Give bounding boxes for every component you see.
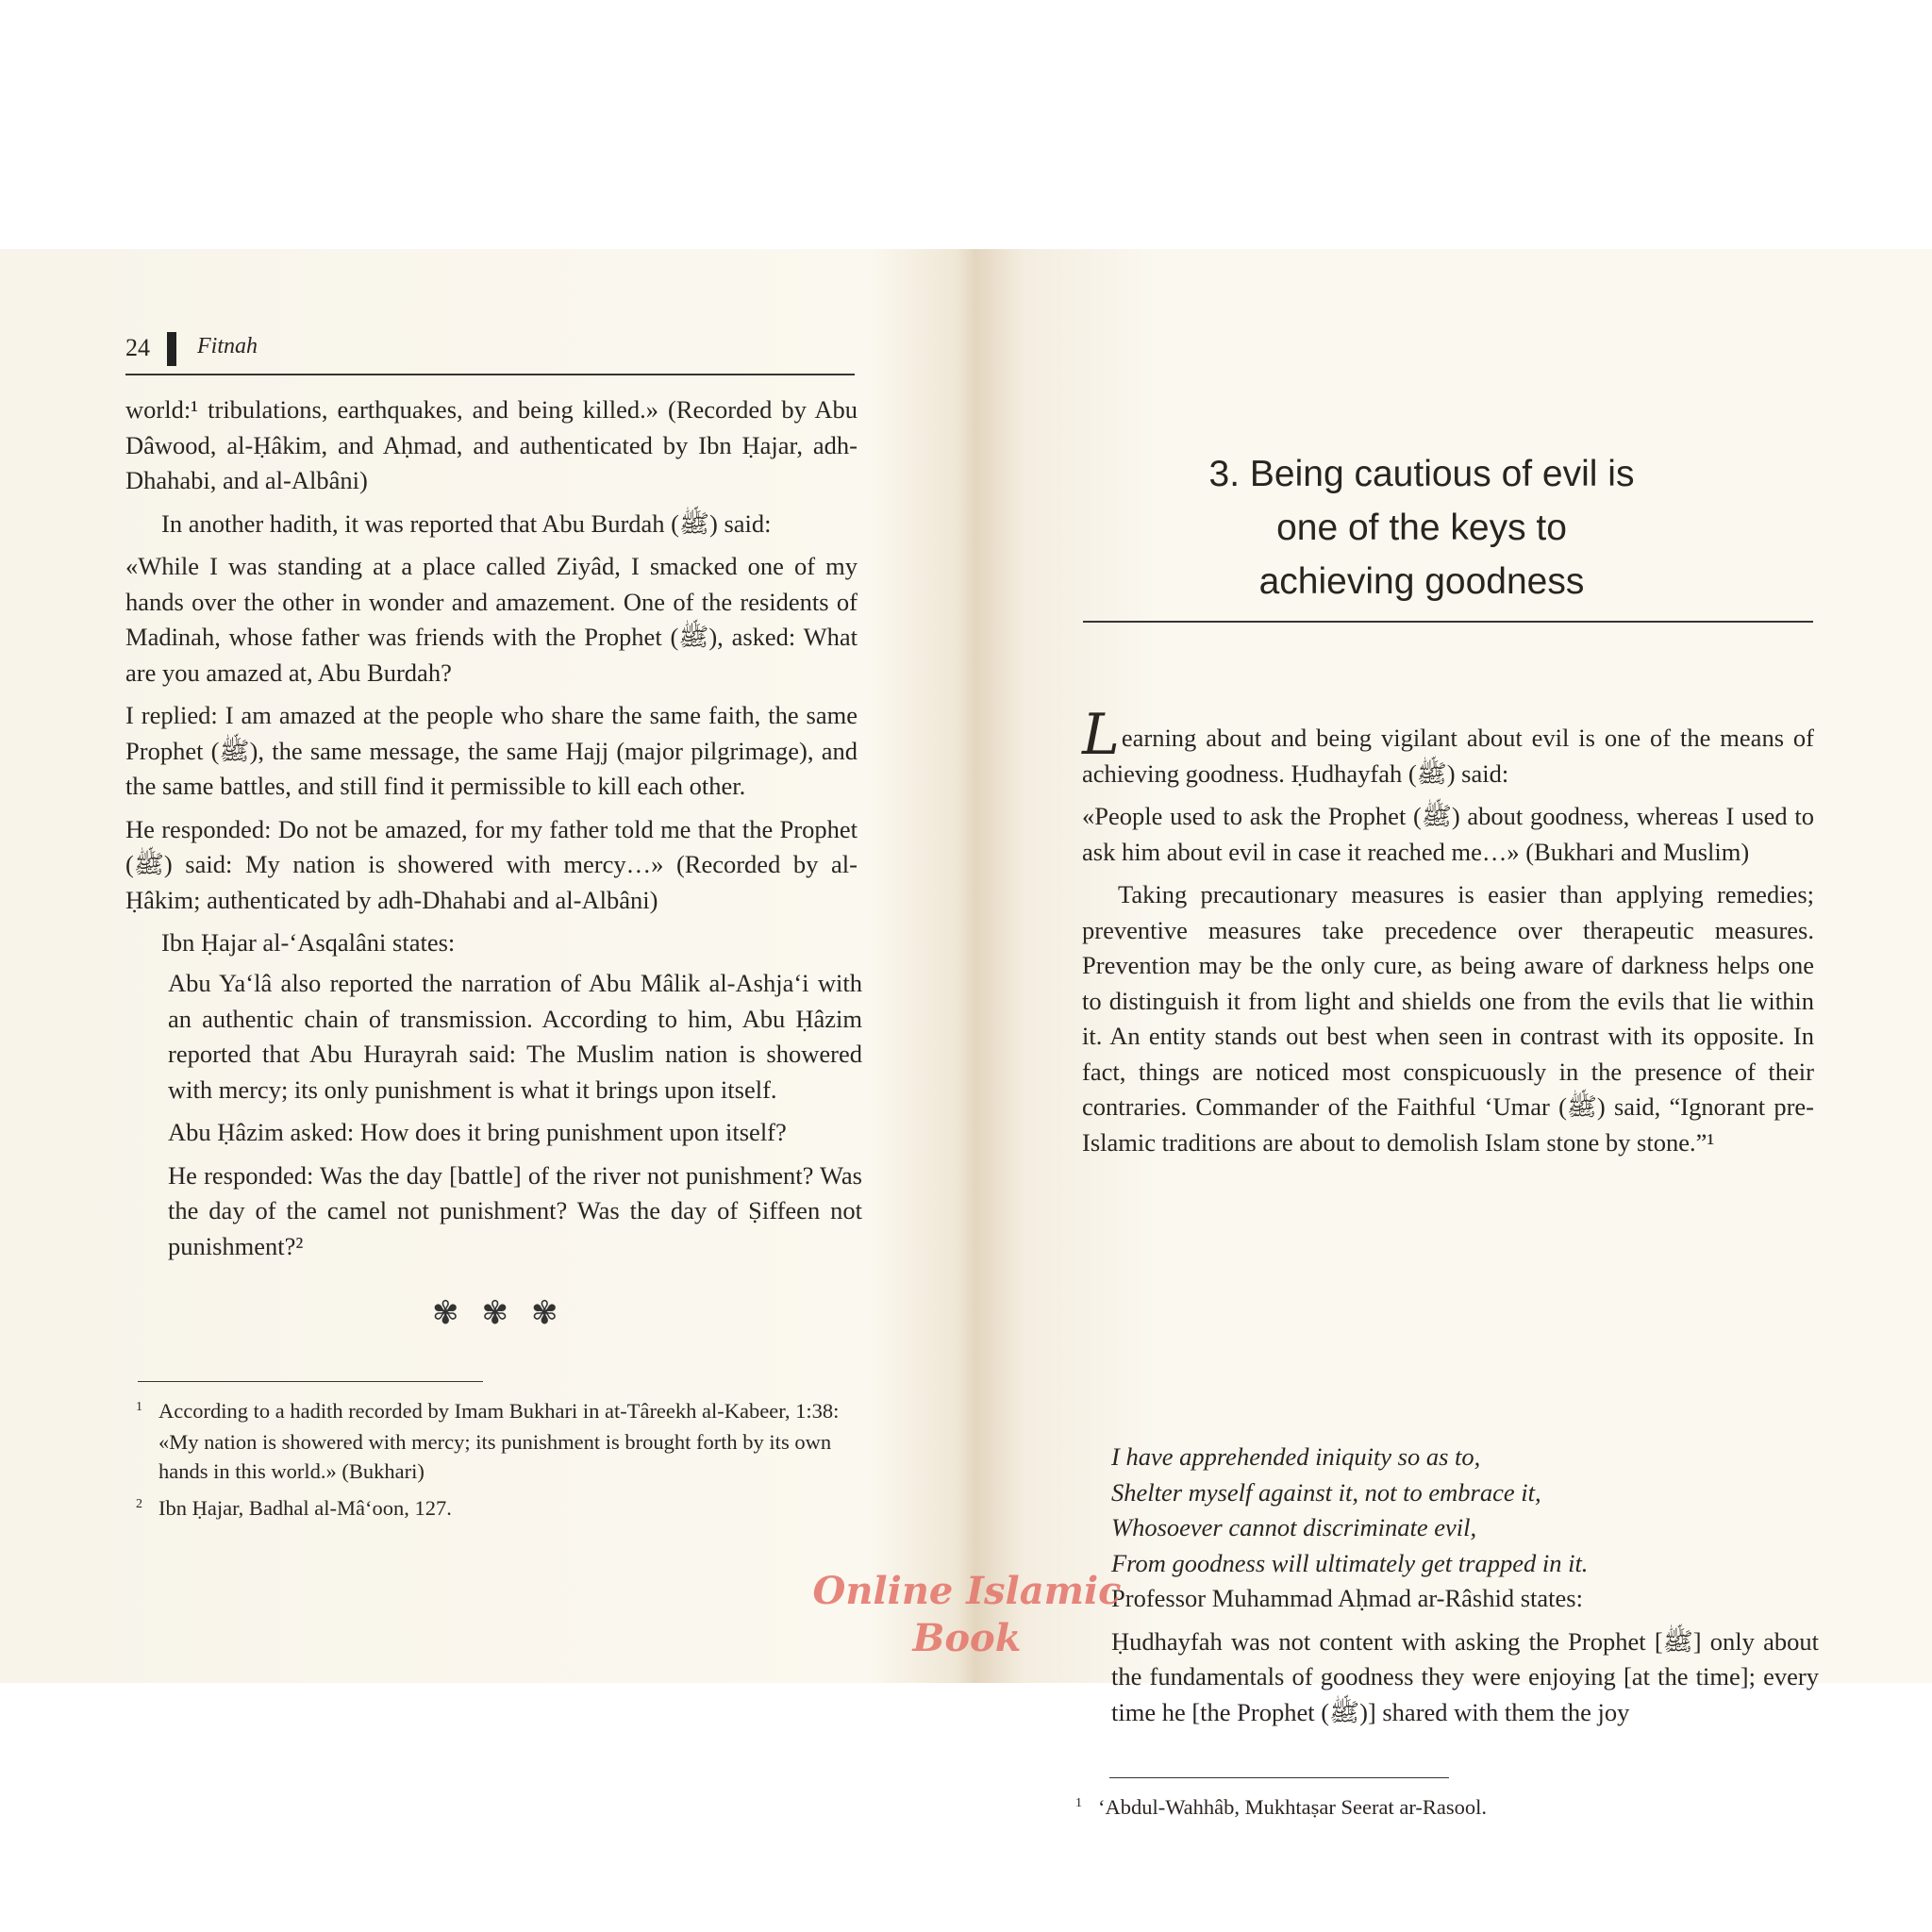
left-page (0, 249, 953, 1683)
footnote-mark: 2 (136, 1497, 142, 1511)
footnote-rule (138, 1381, 483, 1382)
watermark (807, 1568, 1127, 1662)
right-body-text (1082, 702, 1814, 1168)
header-bar (167, 332, 176, 366)
footnote-text: Ibn Ḥajar, Badhal al-Mâ‘oon, 127. (158, 1496, 452, 1520)
block-quote (168, 966, 862, 1272)
section-divider-ornaments (432, 1298, 574, 1330)
footnote-text: ‘Abdul-Wahhâb, Mukhtaṣar Seerat ar-Rasool. (1098, 1795, 1487, 1819)
left-body-text (125, 392, 858, 969)
poem (1111, 1440, 1772, 1581)
book-spread (0, 249, 1932, 1819)
watermark-line: Book (912, 1616, 1022, 1660)
footnote-text: «My nation is showered with mercy; its punishment is brought forth by its own hands in this world.» (Bukhari) (158, 1430, 832, 1483)
drop-cap: L (1082, 702, 1120, 768)
block-quote: Ḥudhayfah was not content with asking the Prophet [ﷺ] only about the fundamentals of goodness they were enjoying [at the time]; every time he [the Prophet (ﷺ)] shared with them the joy (1111, 1626, 1819, 1726)
footnote-rule (1109, 1777, 1449, 1778)
chapter-title (1057, 447, 1787, 608)
footnotes (1075, 1792, 1807, 1829)
paragraph (1082, 702, 1814, 791)
poem-line: From goodness will ultimately get trapped in it. (1111, 1548, 1589, 1577)
hadith-quote: «People used to ask the Prophet (ﷺ) about goodness, whereas I used to ask him about evil in case it reached me…» (Bukhari and Muslim) (1082, 802, 1814, 866)
footnote (136, 1396, 868, 1425)
paragraph: He responded: Do not be amazed, for my father told me that the Prophet (ﷺ) said: My nation is showered with mercy…» (Recorded by al-Ḥâkim; authenticated by adh-Dhahabi and al-Albâni) (125, 814, 858, 914)
chapter-rule (1083, 621, 1813, 623)
poem-line: Shelter myself against it, not to embrace it, (1111, 1477, 1541, 1507)
footnote (136, 1493, 868, 1523)
quote-paragraph: Abu Ya‘lâ also reported the narration of Abu Mâlik al-Ashja‘i with an authentic chain of transmission. According to him, Abu Ḥâzim reported that Abu Hurayrah said: The Muslim nation is showered with mercy; its only punishment is what it brings upon itself. (168, 969, 862, 1104)
paragraph-text: earning about and being vigilant about evil is one of the means of achieving goodness. Ḥudhayfah (ﷺ) said: (1082, 724, 1814, 788)
footnote-text: According to a hadith recorded by Imam Bukhari in at-Târeekh al-Kabeer, 1:38: (158, 1399, 840, 1423)
footnote-mark: 1 (1075, 1796, 1082, 1810)
page-number: 24 (125, 334, 150, 361)
footnote-mark: 1 (136, 1400, 142, 1414)
chapter-title-line: one of the keys to (1276, 508, 1567, 548)
paragraph: Ibn Ḥajar al-‘Asqalâni states: (161, 928, 456, 957)
flower-ornament-icon: ✾ (481, 1296, 508, 1331)
chapter-title-line: 3. Being cautious of evil is (1208, 454, 1635, 494)
footnote (136, 1427, 868, 1486)
flower-ornament-icon: ✾ (432, 1296, 459, 1331)
paragraph: «While I was standing at a place called Ziyâd, I smacked one of my hands over the other in wonder and amazement. One of the residents of Madinah, whose father was friends with the Prophet (ﷺ), asked: What are you amazed at, Abu Burdah? (125, 552, 858, 687)
professor-block (1111, 1581, 1819, 1738)
quote-paragraph: Abu Ḥâzim asked: How does it bring punishment upon itself? (168, 1118, 787, 1146)
quote-paragraph: He responded: Was the day [battle] of the river not punishment? Was the day of the camel not punishment? Was the day of Ṣiffeen not punishment?² (168, 1160, 862, 1260)
flower-ornament-icon: ✾ (531, 1296, 558, 1331)
running-header (125, 332, 855, 375)
paragraph: In another hadith, it was reported that Abu Burdah (ﷺ) said: (161, 508, 772, 538)
footnotes (136, 1396, 868, 1530)
paragraph: Professor Muhammad Aḥmad ar-Râshid states: (1111, 1584, 1583, 1612)
chapter-title-line: achieving goodness (1258, 561, 1585, 602)
paragraph: I replied: I am amazed at the people who share the same faith, the same Prophet (ﷺ), the same message, the same Hajj (major pilgrimage), and the same battles, and still find it permissible to kill each other. (125, 701, 858, 800)
poem-line: I have apprehended iniquity so as to, (1111, 1442, 1481, 1471)
poem-line: Whosoever cannot discriminate evil, (1111, 1513, 1477, 1541)
footnote (1075, 1792, 1807, 1822)
watermark-line: Online Islamic (812, 1569, 1122, 1613)
right-page (972, 249, 1932, 1819)
running-title: Fitnah (197, 334, 258, 358)
paragraph: Taking precautionary measures is easier than applying remedies; preventive measures take precedence over therapeutic measures. Prevention may be the only cure, as being aware of darkness helps one to distinguish it from light and shields one from the evils that lie within it. An entity stands out best when seen in contrast with its opposite. In fact, things are noticed most conspicuously in the presence of their contraries. Commander of the Faithful ‘Umar (ﷺ) said, “Ignorant pre-Islamic traditions are about to demolish Islam stone by stone.”¹ (1082, 880, 1814, 1157)
paragraph: world:¹ tribulations, earthquakes, and being killed.» (Recorded by Abu Dâwood, al-Ḥâkim, and Aḥmad, and authenticated by Ibn Ḥajar, adh-Dhahabi, and al-Albâni) (125, 395, 858, 494)
